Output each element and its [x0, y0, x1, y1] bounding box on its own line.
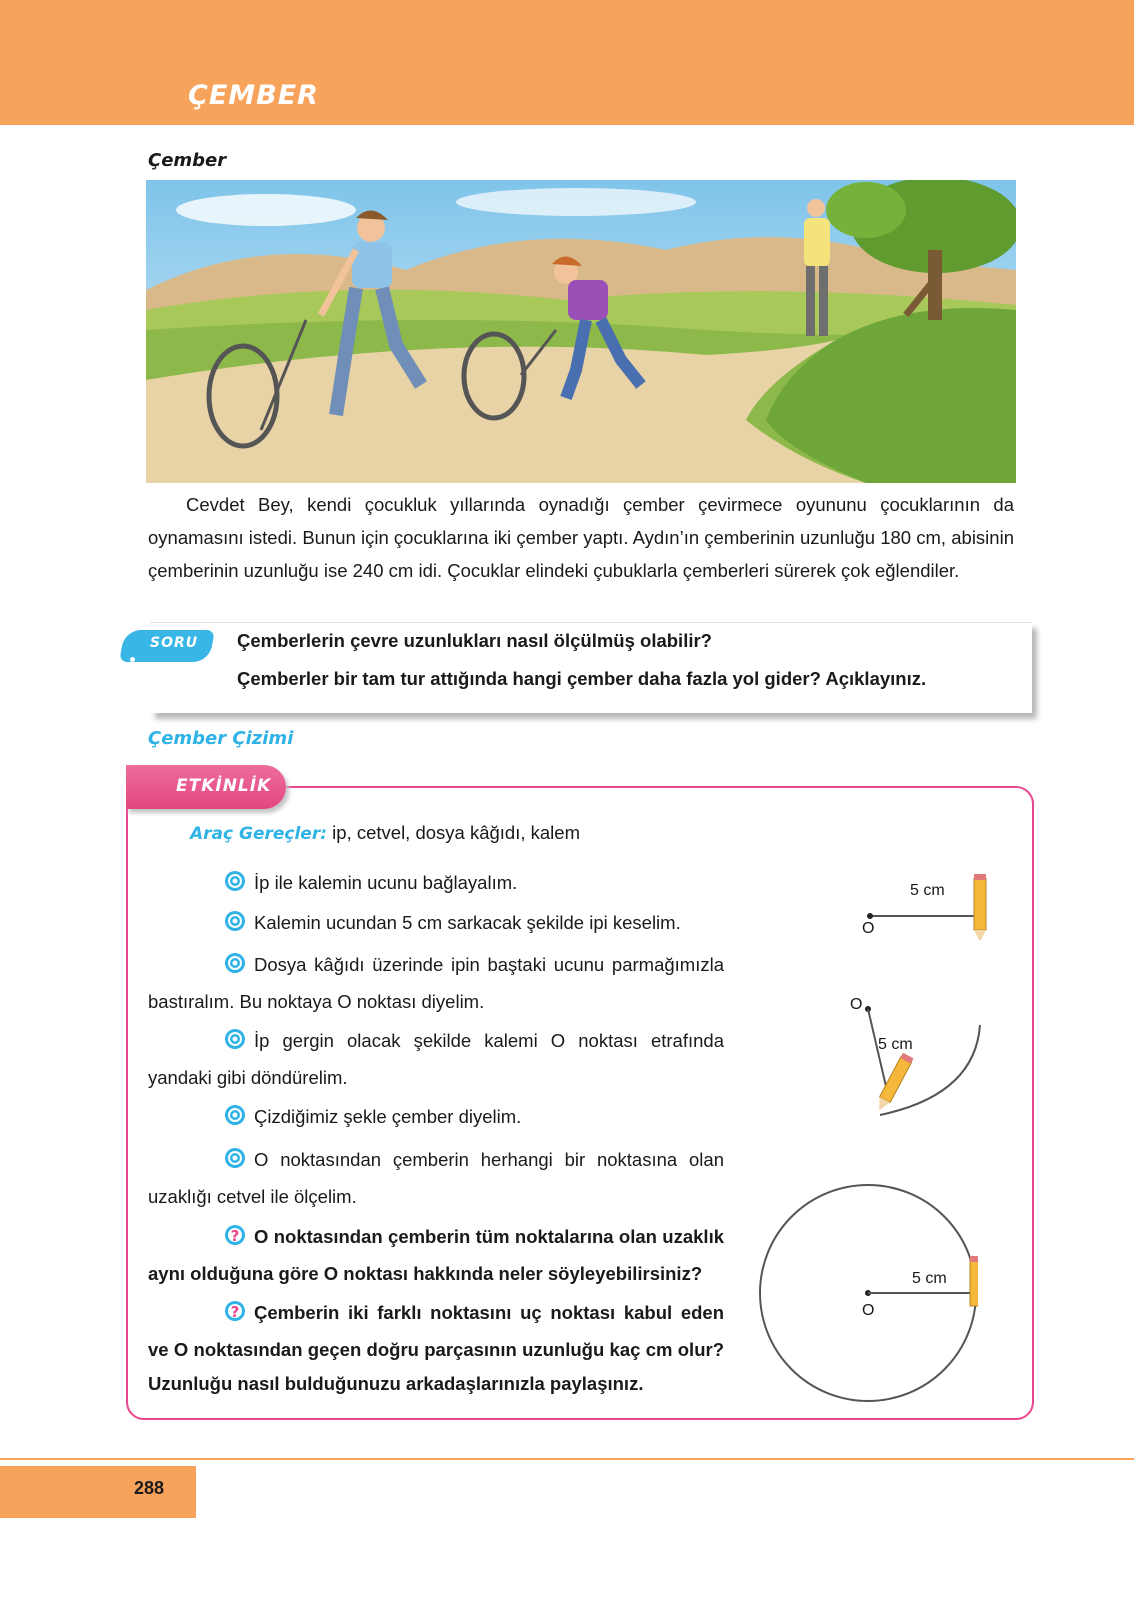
diagram1-length-label: 5 cm	[910, 882, 945, 899]
page-number: 288	[134, 1478, 165, 1498]
diagram-string-pencil	[860, 870, 1000, 940]
diagram-full-circle	[748, 1180, 978, 1410]
step-4: İp gergin olacak şekilde kalemi O noktası etrafında yandaki gibi döndürelim.	[148, 1024, 724, 1095]
target-bullet-icon	[186, 1027, 246, 1061]
svg-text:?: ?	[230, 1303, 240, 1321]
question-step-1: ? O noktasından çemberin tüm noktalarına olan uzaklık aynı olduğuna göre O noktası hakkında neler söyleyebilirsiniz?	[148, 1220, 724, 1291]
section-title: Çember	[148, 150, 227, 171]
header-band	[0, 0, 1134, 125]
step-6: O noktasından çemberin herhangi bir noktasına olan uzaklığı cetvel ile ölçelim.	[148, 1143, 724, 1214]
diagram3-length-label: 5 cm	[912, 1270, 947, 1287]
materials-label: Araç Gereçler:	[190, 824, 328, 844]
question-mark-icon	[186, 1223, 246, 1257]
step-1: İp ile kalemin ucunu bağlayalım.	[148, 866, 724, 903]
cember-cizimi-title: Çember Çizimi	[148, 728, 294, 749]
question-mark-icon	[186, 1299, 246, 1333]
soru-badge-label: SORU	[150, 635, 199, 651]
target-bullet-icon	[186, 951, 246, 985]
target-bullet-icon	[186, 1103, 246, 1137]
diagram1-point-label: O	[862, 920, 875, 937]
target-bullet-icon	[186, 1146, 246, 1180]
diagram-rotating-pencil	[850, 995, 1000, 1125]
activity-tab-label: ETKİNLİK	[176, 776, 272, 796]
question-2: Çemberler bir tam tur attığında hangi çember daha fazla yol gider? Açıklayınız.	[237, 668, 927, 689]
svg-text:?: ?	[230, 1227, 240, 1245]
footer-rule	[0, 1458, 1134, 1460]
diagram2-length-label: 5 cm	[878, 1036, 913, 1053]
question-step-2: ? Çemberin iki farklı noktasını uç noktası kabul eden ve O noktasından geçen doğru parçasının uzunluğu kaç cm olur? Uzunluğu nasıl bulduğunuzu arkadaşlarınızla paylaşınız.	[148, 1296, 724, 1401]
scene-illustration	[146, 180, 1016, 483]
materials-value: ip, cetvel, dosya kâğıdı, kalem	[332, 822, 580, 843]
target-bullet-icon	[186, 869, 246, 903]
intro-paragraph: Cevdet Bey, kendi çocukluk yıllarında oynadığı çember çevirmece oyununu çocuklarının da oynamasını istedi. Bunun için çocuklarına iki çember yaptı. Aydın’ın çemberinin uzunluğu 180 cm, abisinin çemberinin uzunluğu ise 240 cm idi. Çocuklar elindeki çubuklarla çemberleri sürerek çok eğlendiler.	[148, 494, 1014, 581]
chapter-title: ÇEMBER	[188, 80, 319, 111]
diagram3-point-label: O	[862, 1302, 875, 1319]
step-3: Dosya kâğıdı üzerinde ipin baştaki ucunu parmağımızla bastıralım. Bu noktaya O noktası diyelim.	[148, 948, 724, 1019]
step-2: Kalemin ucundan 5 cm sarkacak şekilde ipi keselim.	[148, 906, 724, 943]
soru-badge-dot	[130, 657, 135, 662]
question-1: Çemberlerin çevre uzunlukları nasıl ölçülmüş olabilir?	[237, 630, 712, 651]
footer-page-box	[0, 1466, 196, 1518]
step-5: Çizdiğimiz şekle çember diyelim.	[148, 1100, 724, 1137]
target-bullet-icon	[186, 909, 246, 943]
diagram2-point-label: O	[850, 996, 863, 1013]
materials-line	[190, 822, 580, 844]
